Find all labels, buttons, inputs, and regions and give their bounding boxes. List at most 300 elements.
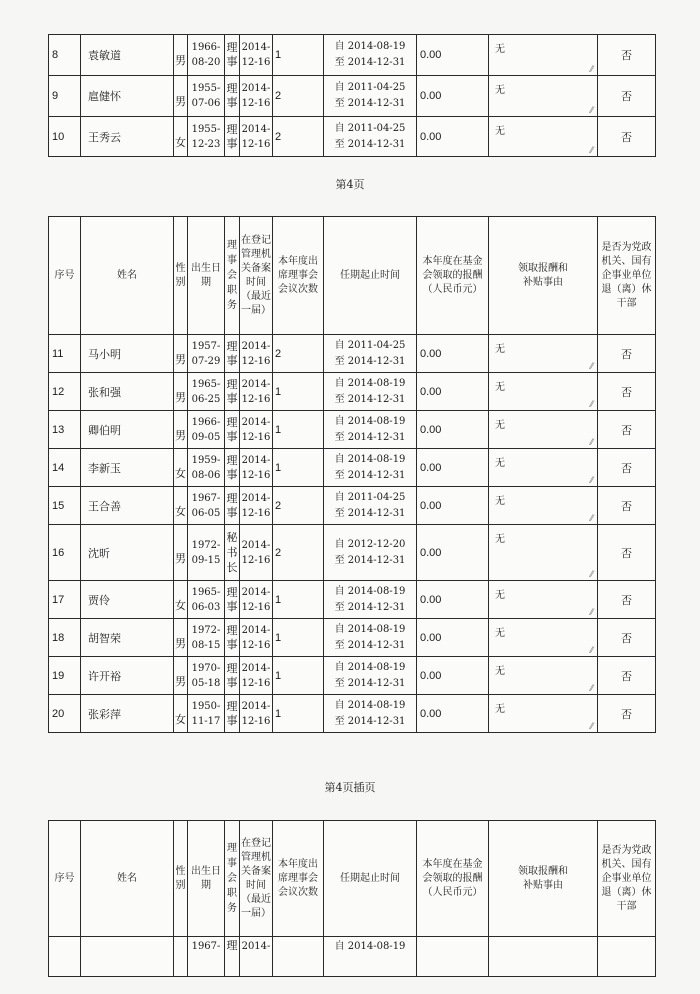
cell-dob [188, 487, 225, 525]
cell-sex [174, 411, 188, 449]
role-bottom: 事 [226, 713, 238, 727]
sex-text: 男 [175, 352, 186, 366]
cell-name: 李新玉 [81, 449, 174, 487]
reason-text: 无 [495, 496, 505, 507]
cell-amount: 0.00 [417, 335, 489, 373]
period-end: 至 2014-12-31 [334, 554, 406, 566]
role-top: 理 [226, 585, 238, 599]
resize-grip-icon: ⁄⁄ [590, 106, 593, 115]
cell-term [240, 76, 273, 117]
period-end: 至 2014-12-31 [334, 355, 406, 367]
role-top: 理 [226, 415, 238, 429]
cell-sex [174, 117, 188, 157]
role-top: 理 [226, 491, 238, 505]
cell-period [324, 117, 417, 157]
cell-amount: 0.00 [417, 117, 489, 157]
period-end: 至 2014-12-31 [334, 639, 406, 651]
header-role-text: 理事会职务 [227, 843, 237, 914]
table-row [49, 117, 656, 157]
cell-role [225, 373, 240, 411]
cell-name: 马小明 [81, 335, 174, 373]
table-row [49, 76, 656, 117]
cell-no: 16 [49, 525, 81, 581]
cell-term [240, 35, 273, 76]
dob-year: 1966- [191, 42, 221, 53]
cell-name: 王合善 [81, 487, 174, 525]
sex-text: 男 [175, 54, 186, 67]
cell-role [225, 695, 240, 733]
reason-text: 无 [495, 126, 505, 137]
term-year: 2014- [241, 662, 271, 674]
cell-attend [273, 937, 324, 977]
header-party-text: 是否为党政机关、国有企事业单位退（离）休干部 [601, 844, 652, 912]
period-end: 至 2014-12-31 [334, 469, 406, 481]
cell-party: 否 [598, 35, 656, 76]
reason-text: 无 [495, 344, 505, 355]
dob-year: 1972- [191, 624, 221, 636]
term-date: 12-16 [241, 507, 271, 519]
header-sex [174, 217, 188, 335]
cell-attend: 1 [273, 581, 324, 619]
sex-text: 男 [175, 390, 186, 404]
page-caption-4-insert: 第4页插页 [324, 781, 376, 794]
reason-text: 无 [495, 628, 505, 639]
cell-term [240, 335, 273, 373]
cell-sex [174, 619, 188, 657]
cell-name: 胡智荣 [81, 619, 174, 657]
cell-name: 扈健怀 [81, 76, 174, 117]
dob-year: 1967- [191, 492, 221, 504]
cell-term [240, 581, 273, 619]
dob-year: 1950- [191, 700, 221, 712]
cell-party: 否 [598, 695, 656, 733]
term-year: 2014- [241, 123, 271, 135]
cell-sex [174, 335, 188, 373]
header-dob-bottom: 期 [201, 879, 211, 891]
reason-text: 无 [495, 534, 505, 545]
header-sex-top: 性 [175, 865, 186, 877]
cell-role: 理 [225, 937, 240, 977]
cell-period [324, 335, 417, 373]
header-sex-bottom: 别 [175, 879, 186, 891]
cell-reason [489, 487, 598, 525]
reason-text: 无 [495, 458, 505, 469]
cell-reason [489, 525, 598, 581]
cell-role [225, 35, 240, 76]
role-top: 理 [226, 339, 238, 353]
table-row [49, 657, 656, 695]
dob-date: 08-15 [191, 639, 221, 651]
cell-reason [489, 657, 598, 695]
cell-term [240, 449, 273, 487]
dob-year: 1970- [191, 662, 221, 674]
header-reason-text: 领取报酬和补贴事由 [518, 865, 568, 891]
header-attend [273, 821, 324, 937]
period-end: 至 2014-12-31 [334, 715, 406, 727]
cell-term: 2014- [240, 937, 273, 977]
term-year: 2014- [241, 700, 271, 712]
header-attend [273, 217, 324, 335]
role-bottom: 事 [226, 599, 238, 613]
cell-attend: 2 [273, 76, 324, 117]
sex-text: 男 [175, 636, 186, 650]
cell-name: 贾伶 [81, 581, 174, 619]
term-date: 12-16 [241, 98, 271, 109]
cell-amount: 0.00 [417, 411, 489, 449]
term-date: 12-16 [241, 639, 271, 651]
period-end: 至 2014-12-31 [334, 677, 406, 689]
header-term-text: 在登记管理机关备案时间（最近一届） [241, 234, 271, 316]
cell-amount: 0.00 [417, 695, 489, 733]
role-bottom: 事 [226, 136, 238, 150]
header-amount-text: 本年度在基金会领取的报酬（人民币元） [422, 858, 483, 898]
dob-year: 1957- [191, 340, 221, 352]
cell-dob [188, 695, 225, 733]
board-table-top [48, 34, 656, 157]
cell-attend: 2 [273, 117, 324, 157]
role-bottom: 事 [226, 353, 238, 367]
table-row [49, 373, 656, 411]
table-row [49, 619, 656, 657]
header-role [225, 217, 240, 335]
cell-role [225, 657, 240, 695]
cell-no: 19 [49, 657, 81, 695]
header-period: 任期起止时间 [324, 217, 417, 335]
table-row [49, 525, 656, 581]
cell-period [324, 525, 417, 581]
cell-sex [174, 76, 188, 117]
reason-text: 无 [495, 44, 505, 55]
term-year: 2014- [241, 416, 271, 428]
cell-name: 张彩萍 [81, 695, 174, 733]
term-year: 2014- [241, 539, 271, 551]
cell-sex [174, 373, 188, 411]
role-top: 理 [226, 453, 238, 467]
header-sex [174, 821, 188, 937]
dob-year: 1966- [191, 416, 221, 428]
header-reason [489, 821, 598, 937]
cell-term [240, 373, 273, 411]
header-reason [489, 217, 598, 335]
cell-reason [489, 335, 598, 373]
cell-amount: 0.00 [417, 581, 489, 619]
cell-no: 8 [49, 35, 81, 76]
cell-sex [174, 487, 188, 525]
cell-no: 15 [49, 487, 81, 525]
cell-reason [489, 411, 598, 449]
table-row [49, 449, 656, 487]
cell-attend: 2 [273, 487, 324, 525]
term-year: 2014- [241, 586, 271, 598]
period-start: 自 2014-08-19 [334, 661, 406, 673]
cell-period [324, 487, 417, 525]
dob-date: 09-15 [191, 554, 221, 566]
sex-text: 男 [175, 551, 186, 565]
header-term-text: 在登记管理机关备案时间（最近一届） [241, 837, 271, 919]
cell-reason [489, 76, 598, 117]
cell-role [225, 449, 240, 487]
header-party [598, 821, 656, 937]
header-dob [188, 821, 225, 937]
cell-sex [174, 449, 188, 487]
cell-dob [188, 619, 225, 657]
role-top: 理 [226, 82, 238, 95]
cell-reason [489, 449, 598, 487]
period-end: 至 2014-12-31 [334, 601, 406, 613]
table-row [49, 487, 656, 525]
header-dob-top: 出生日 [191, 262, 221, 274]
cell-name: 沈昕 [81, 525, 174, 581]
term-year: 2014- [241, 340, 271, 352]
cell-no: 14 [49, 449, 81, 487]
cell-no: 20 [49, 695, 81, 733]
cell-attend: 1 [273, 657, 324, 695]
cell-no: 18 [49, 619, 81, 657]
cell-party: 否 [598, 581, 656, 619]
term-year: 2014- [241, 378, 271, 390]
role-bottom: 事 [226, 637, 238, 651]
cell-party: 否 [598, 335, 656, 373]
cell-period [324, 657, 417, 695]
cell-role [225, 117, 240, 157]
period-start: 自 2014-08-19 [334, 699, 406, 711]
board-table-page4 [48, 216, 656, 733]
cell-reason [489, 373, 598, 411]
cell-name: 张和强 [81, 373, 174, 411]
role-bottom: 事 [226, 505, 238, 519]
cell-sex [174, 695, 188, 733]
dob-date: 06-05 [191, 507, 221, 519]
cell-dob [188, 373, 225, 411]
cell-attend: 1 [273, 411, 324, 449]
cell-attend: 2 [273, 525, 324, 581]
dob-date: 05-18 [191, 677, 221, 689]
role-bottom: 事 [226, 675, 238, 689]
cell-attend: 1 [273, 35, 324, 76]
cell-period [324, 619, 417, 657]
period-end: 至 2014-12-31 [334, 138, 406, 150]
resize-grip-icon: ⁄⁄ [590, 146, 593, 155]
cell-period [324, 695, 417, 733]
cell-period [324, 76, 417, 117]
period-end: 至 2014-12-31 [334, 98, 406, 109]
table-row-partial [49, 937, 656, 977]
cell-party: 否 [598, 76, 656, 117]
dob-date: 07-06 [191, 98, 221, 109]
period-start: 自 2014-08-19 [334, 623, 406, 635]
reason-text: 无 [495, 704, 505, 715]
resize-grip-icon: ⁄⁄ [590, 476, 593, 485]
term-date: 12-16 [241, 469, 271, 481]
cell-role [225, 619, 240, 657]
resize-grip-icon: ⁄⁄ [590, 362, 593, 371]
reason-text: 无 [495, 420, 505, 431]
cell-no [49, 937, 81, 977]
cell-reason [489, 581, 598, 619]
cell-amount: 0.00 [417, 373, 489, 411]
cell-reason [489, 35, 598, 76]
cell-dob [188, 411, 225, 449]
cell-no: 12 [49, 373, 81, 411]
cell-dob [188, 657, 225, 695]
dob-year: 1972- [191, 539, 221, 551]
role-top: 理 [226, 377, 238, 391]
cell-term [240, 525, 273, 581]
cell-no: 11 [49, 335, 81, 373]
sex-text: 女 [175, 712, 186, 726]
term-year: 2014- [241, 454, 271, 466]
cell-sex [174, 35, 188, 76]
cell-attend: 1 [273, 619, 324, 657]
dob-year: 1965- [191, 378, 221, 390]
cell-role [225, 335, 240, 373]
cell-name [81, 937, 174, 977]
sex-text: 女 [175, 504, 186, 518]
reason-text: 无 [495, 85, 505, 96]
cell-name: 卿伯明 [81, 411, 174, 449]
cell-sex [174, 937, 188, 977]
cell-sex [174, 525, 188, 581]
sex-text: 男 [175, 428, 186, 442]
cell-dob [188, 117, 225, 157]
table-row [49, 335, 656, 373]
resize-grip-icon: ⁄⁄ [590, 438, 593, 447]
resize-grip-icon: ⁄⁄ [590, 570, 593, 579]
header-no: 序号 [49, 217, 81, 335]
cell-dob [188, 76, 225, 117]
role-top: 理 [226, 623, 238, 637]
role-top: 理 [226, 41, 238, 54]
cell-period: 自 2014-08-19 [324, 937, 417, 977]
cell-role [225, 411, 240, 449]
period-start: 自 2011-04-25 [334, 339, 406, 351]
header-amount-text: 本年度在基金会领取的报酬（人民币元） [422, 255, 483, 295]
term-date: 12-16 [241, 393, 271, 405]
header-attend-text: 本年度出席理事会会议次数 [278, 858, 318, 898]
cell-amount: 0.00 [417, 35, 489, 76]
dob-date: 06-25 [191, 393, 221, 405]
table-row [49, 581, 656, 619]
cell-term [240, 487, 273, 525]
cell-term [240, 619, 273, 657]
header-no: 序号 [49, 821, 81, 937]
role-bottom: 事 [226, 55, 238, 68]
cell-reason [489, 619, 598, 657]
cell-party: 否 [598, 449, 656, 487]
term-date: 12-16 [241, 138, 271, 150]
cell-sex [174, 657, 188, 695]
cell-sex [174, 581, 188, 619]
cell-party: 否 [598, 525, 656, 581]
period-start: 自 2014-08-19 [334, 415, 406, 427]
cell-name: 许开裕 [81, 657, 174, 695]
dob-year: 1955- [191, 123, 221, 135]
period-start: 自 2012-12-20 [334, 538, 406, 550]
header-party-text: 是否为党政机关、国有企事业单位退（离）休干部 [601, 241, 652, 309]
cell-no: 17 [49, 581, 81, 619]
period-end: 至 2014-12-31 [334, 57, 406, 68]
cell-dob [188, 525, 225, 581]
term-date: 12-16 [241, 601, 271, 613]
cell-amount [417, 937, 489, 977]
cell-period [324, 373, 417, 411]
period-start: 自 2014-08-19 [334, 585, 406, 597]
cell-dob: 1967- [188, 937, 225, 977]
term-date: 12-16 [241, 355, 271, 367]
term-year: 2014- [241, 42, 271, 53]
cell-party: 否 [598, 411, 656, 449]
period-end: 至 2014-12-31 [334, 507, 406, 519]
resize-grip-icon: ⁄⁄ [590, 65, 593, 74]
role-text: 秘书长 [226, 531, 238, 574]
header-term [240, 821, 273, 937]
header-row [49, 217, 656, 335]
cell-amount: 0.00 [417, 76, 489, 117]
cell-term [240, 695, 273, 733]
dob-date: 08-06 [191, 469, 221, 481]
cell-name: 袁敏道 [81, 35, 174, 76]
dob-date: 12-23 [191, 138, 221, 150]
header-period: 任期起止时间 [324, 821, 417, 937]
cell-dob [188, 335, 225, 373]
cell-amount: 0.00 [417, 619, 489, 657]
header-row-insert [49, 821, 656, 937]
cell-term [240, 117, 273, 157]
dob-date: 11-17 [191, 715, 221, 727]
term-date: 12-16 [241, 715, 271, 727]
resize-grip-icon: ⁄⁄ [590, 608, 593, 617]
table-row [49, 411, 656, 449]
cell-period [324, 411, 417, 449]
period-start: 自 2011-04-25 [334, 82, 406, 93]
header-party [598, 217, 656, 335]
role-top: 理 [226, 699, 238, 713]
role-bottom: 事 [226, 96, 238, 109]
term-year: 2014- [241, 624, 271, 636]
cell-role [225, 525, 240, 581]
header-dob-top: 出生日 [191, 865, 221, 877]
page-caption-4: 第4页 [335, 178, 365, 191]
period-start: 自 2014-08-19 [334, 453, 406, 465]
cell-party: 否 [598, 117, 656, 157]
term-date: 12-16 [241, 431, 271, 443]
dob-year: 1959- [191, 454, 221, 466]
role-bottom: 事 [226, 391, 238, 405]
cell-term [240, 411, 273, 449]
table-row [49, 35, 656, 76]
resize-grip-icon: ⁄⁄ [590, 514, 593, 523]
cell-period [324, 581, 417, 619]
term-date: 12-16 [241, 57, 271, 68]
header-sex-top: 性 [175, 262, 186, 274]
dob-date: 09-05 [191, 431, 221, 443]
cell-dob [188, 449, 225, 487]
cell-period [324, 35, 417, 76]
reason-text: 无 [495, 382, 505, 393]
cell-amount: 0.00 [417, 525, 489, 581]
header-term [240, 217, 273, 335]
header-sex-bottom: 别 [175, 276, 186, 288]
cell-dob [188, 581, 225, 619]
term-date: 12-16 [241, 554, 271, 566]
cell-role [225, 581, 240, 619]
header-role [225, 821, 240, 937]
role-top: 理 [226, 122, 238, 136]
role-bottom: 事 [226, 429, 238, 443]
role-bottom: 事 [226, 467, 238, 481]
cell-no: 9 [49, 76, 81, 117]
cell-amount: 0.00 [417, 657, 489, 695]
